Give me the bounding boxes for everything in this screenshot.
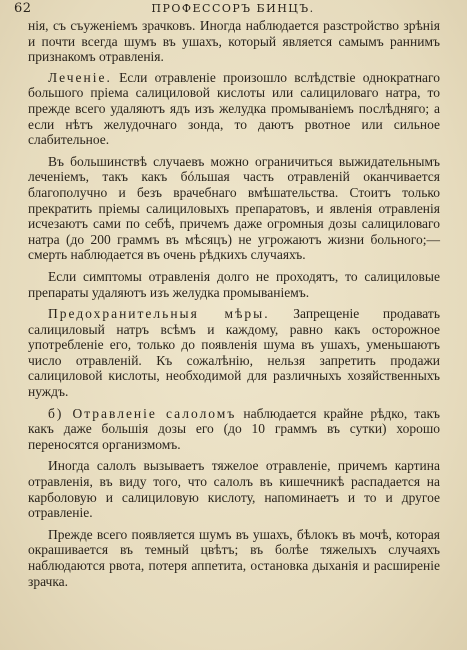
paragraph-lead: б) Отравленіе салоломъ bbox=[48, 405, 237, 421]
paragraph-lead: Леченіе. bbox=[48, 69, 112, 85]
paragraph bbox=[28, 269, 440, 300]
paragraph-text: Если симптомы отравленія долго не проходятъ, то салициловые препараты удаляютъ изъ желудка промываніемъ. bbox=[28, 268, 440, 300]
paragraph bbox=[28, 70, 440, 148]
paragraph-text: Запрещеніе продавать салициловый натръ всѣмъ и каждому, равно какъ осторожное употребленіе его, только до появленія шума въ ушахъ, уменьшаютъ число отравленій. Къ сожалѣнію, нельзя запретить продажи салициловой кислоты, необходимой для различныхъ хозяйственныхъ нуждъ. bbox=[28, 306, 440, 400]
paragraph-text: Въ большинствѣ случаевъ можно ограничиться выжидательнымъ леченіемъ, такъ какъ бóльшая часть отравленій оканчивается благополучно и безъ врачебнаго вмѣшательства. Стоитъ только прекратить пріемы салициловыхъ препаратовъ, и явленія отравленія исчезаютъ сами по себѣ, причемъ даже огромныя дозы салициловаго натра (до 200 граммъ въ мѣсяцъ) не угрожаютъ жизни больного;—смерть наблюдается въ очень рѣдкихъ случаяхъ. bbox=[28, 153, 440, 263]
paragraph bbox=[28, 154, 440, 263]
paragraph-lead: Предохранительныя мѣры. bbox=[48, 306, 270, 322]
paragraph bbox=[28, 306, 440, 400]
paragraph bbox=[28, 406, 440, 453]
running-title: ПРОФЕССОРЪ БИНЦЪ. bbox=[151, 2, 315, 15]
paragraph bbox=[28, 458, 440, 520]
paragraph-text: Если отравленіе произошло вслѣдствіе однократнаго большого пріема салициловой кислоты или салициловаго натра, то прежде всего удаляютъ ядъ изъ желудка промываніемъ послѣдняго; а если нѣтъ желудочнаго зонда, то даютъ рвотное или сильное слабительное. bbox=[28, 69, 440, 148]
paragraph-text: Иногда салолъ вызываетъ тяжелое отравленіе, причемъ картина отравленія, въ виду того, что салолъ въ кишечникѣ распадается на карболовую и салициловую кислоту, напоминаетъ и то и другое отравленіе. bbox=[28, 458, 440, 521]
paragraph-text: нія, съ съуженіемъ зрачковъ. Иногда наблюдается разстройство зрѣнія и почти всегда шумъ въ ушахъ, который является самымъ раннимъ признакомъ отравленія. bbox=[28, 18, 440, 65]
paragraph bbox=[28, 527, 440, 589]
paragraph-text: наблюдается крайне рѣдко, такъ какъ даже большія дозы его (до 10 граммъ въ сутки) хорошо переносятся организмомъ. bbox=[28, 405, 440, 452]
paragraph bbox=[28, 18, 440, 65]
page-body bbox=[28, 18, 440, 595]
page-number: 62 bbox=[14, 1, 32, 16]
paragraph-text: Прежде всего появляется шумъ въ ушахъ, бѣлокъ въ мочѣ, которая окрашивается въ темный цвѣтъ; въ болѣе тяжелыхъ случаяхъ наблюдаются рвота, потеря аппетита, остановка дыханія и расширеніе зрачка. bbox=[28, 526, 440, 589]
page-header bbox=[14, 0, 452, 20]
